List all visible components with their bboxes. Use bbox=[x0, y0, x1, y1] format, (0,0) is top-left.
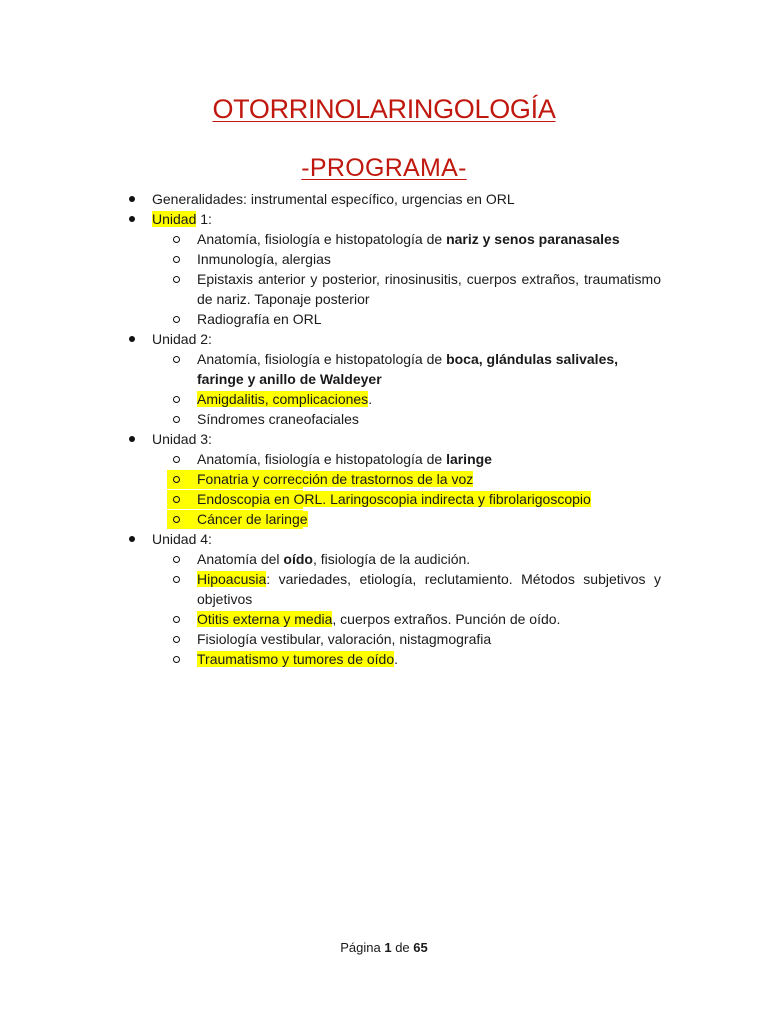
list-item: Otitis externa y media, cuerpos extraños. Punción de oído. bbox=[0, 609, 768, 629]
circle-bullet-icon bbox=[173, 656, 180, 663]
unit-4-heading: Unidad 4: bbox=[0, 529, 768, 549]
unit-1-heading: Unidad 1: bbox=[0, 209, 768, 229]
list-item bbox=[0, 489, 768, 509]
circle-bullet-icon bbox=[173, 556, 180, 563]
list-item: Hipoacusia: variedades, etiología, reclutamiento. Métodos subjetivos y objetivos bbox=[0, 569, 768, 609]
circle-bullet-icon bbox=[173, 356, 180, 363]
circle-bullet-icon bbox=[173, 316, 180, 323]
list-item: Inmunología, alergias bbox=[0, 249, 768, 269]
circle-bullet-icon bbox=[173, 616, 180, 623]
highlight: Otitis externa y media bbox=[197, 611, 333, 627]
document-title: OTORRINOLARINGOLOGÍA bbox=[212, 94, 556, 124]
list-item: Anatomía, fisiología e histopatología de boca, glándulas salivales, faringe y anillo de Waldeyer bbox=[0, 349, 768, 389]
highlight: Fonatria y corrección de trastornos de la voz bbox=[197, 471, 474, 487]
list-item: Radiografía en ORL bbox=[0, 309, 768, 329]
bullet-icon bbox=[129, 216, 135, 222]
bullet-icon bbox=[129, 336, 135, 342]
circle-bullet-icon bbox=[173, 636, 180, 643]
list-item: Epistaxis anterior y posterior, rinosinusitis, cuerpos extraños, traumatismo de nariz. Taponaje posterior bbox=[0, 269, 768, 309]
total-page-count: 65 bbox=[413, 940, 428, 955]
circle-bullet-icon bbox=[173, 236, 180, 243]
bullet-icon bbox=[129, 536, 135, 542]
unit-3-heading: Unidad 3: bbox=[0, 429, 768, 449]
list-item bbox=[0, 469, 768, 489]
list-item: Traumatismo y tumores de oído. bbox=[0, 649, 768, 669]
list-item: Anatomía, fisiología e histopatología de laringe bbox=[0, 449, 768, 469]
list-item: Anatomía del oído, fisiología de la audición. bbox=[0, 549, 768, 569]
current-page-number: 1 bbox=[384, 940, 392, 955]
highlight: Endoscopia en ORL. Laringoscopia indirecta y fibrolarigoscopio bbox=[197, 491, 591, 507]
list-item: Síndromes craneofaciales bbox=[0, 409, 768, 429]
bullet-icon bbox=[129, 436, 135, 442]
circle-bullet-icon bbox=[173, 576, 180, 583]
document-subtitle: -PROGRAMA- bbox=[301, 154, 467, 182]
highlight: Traumatismo y tumores de oído bbox=[197, 651, 395, 667]
list-item bbox=[0, 509, 768, 529]
highlight: Unidad bbox=[152, 211, 197, 227]
bullet-icon bbox=[129, 196, 135, 202]
circle-bullet-icon bbox=[173, 456, 180, 463]
list-item: Anatomía, fisiología e histopatología de nariz y senos paranasales bbox=[0, 229, 768, 249]
list-item-generalidades: Generalidades: instrumental específico, urgencias en ORL bbox=[0, 189, 768, 209]
circle-bullet-icon bbox=[173, 416, 180, 423]
list-item: Amigdalitis, complicaciones. bbox=[0, 389, 768, 409]
circle-bullet-icon bbox=[173, 256, 180, 263]
list-item: Fisiología vestibular, valoración, nistagmografia bbox=[0, 629, 768, 649]
circle-bullet-icon bbox=[173, 516, 180, 523]
circle-bullet-icon bbox=[173, 476, 180, 483]
highlight: Hipoacusia bbox=[197, 571, 267, 587]
program-list bbox=[0, 189, 768, 669]
circle-bullet-icon bbox=[173, 276, 180, 283]
highlight: Amigdalitis, complicaciones bbox=[197, 391, 369, 407]
circle-bullet-icon bbox=[173, 496, 180, 503]
circle-bullet-icon bbox=[173, 396, 180, 403]
highlight: Cáncer de laringe bbox=[197, 511, 308, 527]
unit-2-heading: Unidad 2: bbox=[0, 329, 768, 349]
page-footer: Página 1 de 65 bbox=[340, 940, 428, 955]
